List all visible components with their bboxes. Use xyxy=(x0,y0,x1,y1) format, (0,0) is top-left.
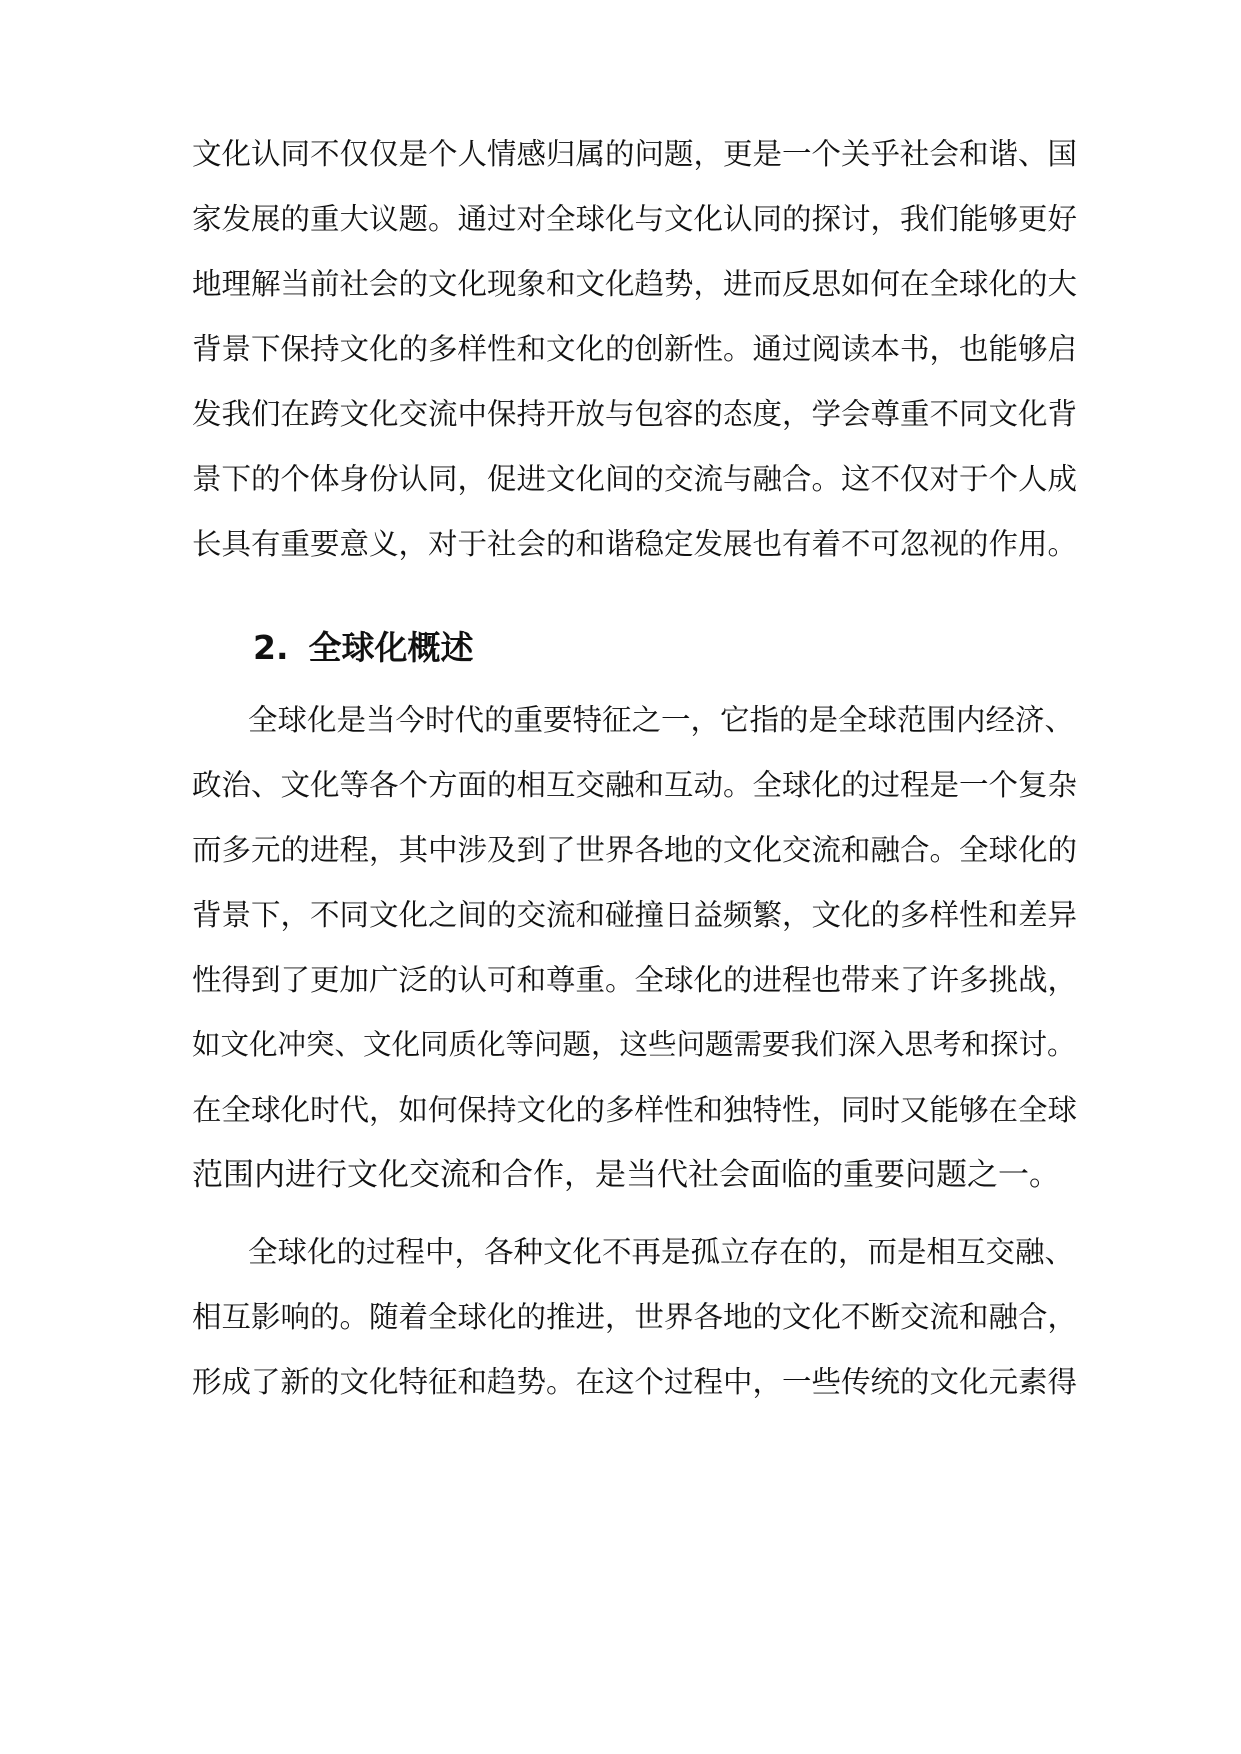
text-line: 文化认同不仅仅是个人情感归属的问题，更是一个关乎社会和谐、国 xyxy=(192,137,1078,171)
text-line: 背景下保持文化的多样性和文化的创新性。通过阅读本书，也能够启 xyxy=(192,332,1078,366)
text-line: 范围内进行文化交流和合作，是当代社会面临的重要问题之一。 xyxy=(192,1157,1060,1193)
text-line: 家发展的重大议题。通过对全球化与文化认同的探讨，我们能够更好 xyxy=(192,202,1078,236)
text-line: 如文化冲突、文化同质化等问题，这些问题需要我们深入思考和探讨。 xyxy=(192,1028,1076,1061)
text-line: 背景下，不同文化之间的交流和碰撞日益频繁，文化的多样性和差异 xyxy=(192,898,1078,932)
text-line: 地理解当前社会的文化现象和文化趋势，进而反思如何在全球化的大 xyxy=(192,267,1078,301)
section-number: 2. xyxy=(253,628,289,667)
text-line: 形成了新的文化特征和趋势。在这个过程中，一些传统的文化元素得 xyxy=(192,1365,1078,1399)
text-line: 而多元的进程，其中涉及到了世界各地的文化交流和融合。全球化的 xyxy=(192,833,1078,867)
text-line: 性得到了更加广泛的认可和尊重。全球化的进程也带来了许多挑战， xyxy=(192,963,1078,997)
text-line: 长具有重要意义，对于社会的和谐稳定发展也有着不可忽视的作用。 xyxy=(192,527,1078,561)
text-line: 全球化的过程中，各种文化不再是孤立存在的，而是相互交融、 xyxy=(248,1235,1075,1269)
text-line: 发我们在跨文化交流中保持开放与包容的态度，学会尊重不同文化背 xyxy=(192,397,1078,431)
text-line: 在全球化时代，如何保持文化的多样性和独特性，同时又能够在全球 xyxy=(192,1093,1078,1127)
text-line: 政治、文化等各个方面的相互交融和互动。全球化的过程是一个复杂 xyxy=(192,768,1078,802)
text-line: 相互影响的。随着全球化的推进，世界各地的文化不断交流和融合， xyxy=(192,1300,1078,1334)
section-title: 全球化概述 xyxy=(308,628,474,667)
section-heading xyxy=(253,628,474,668)
text-line: 景下的个体身份认同，促进文化间的交流与融合。这不仅对于个人成 xyxy=(192,462,1078,496)
text-line: 全球化是当今时代的重要特征之一，它指的是全球范围内经济、 xyxy=(248,703,1075,737)
